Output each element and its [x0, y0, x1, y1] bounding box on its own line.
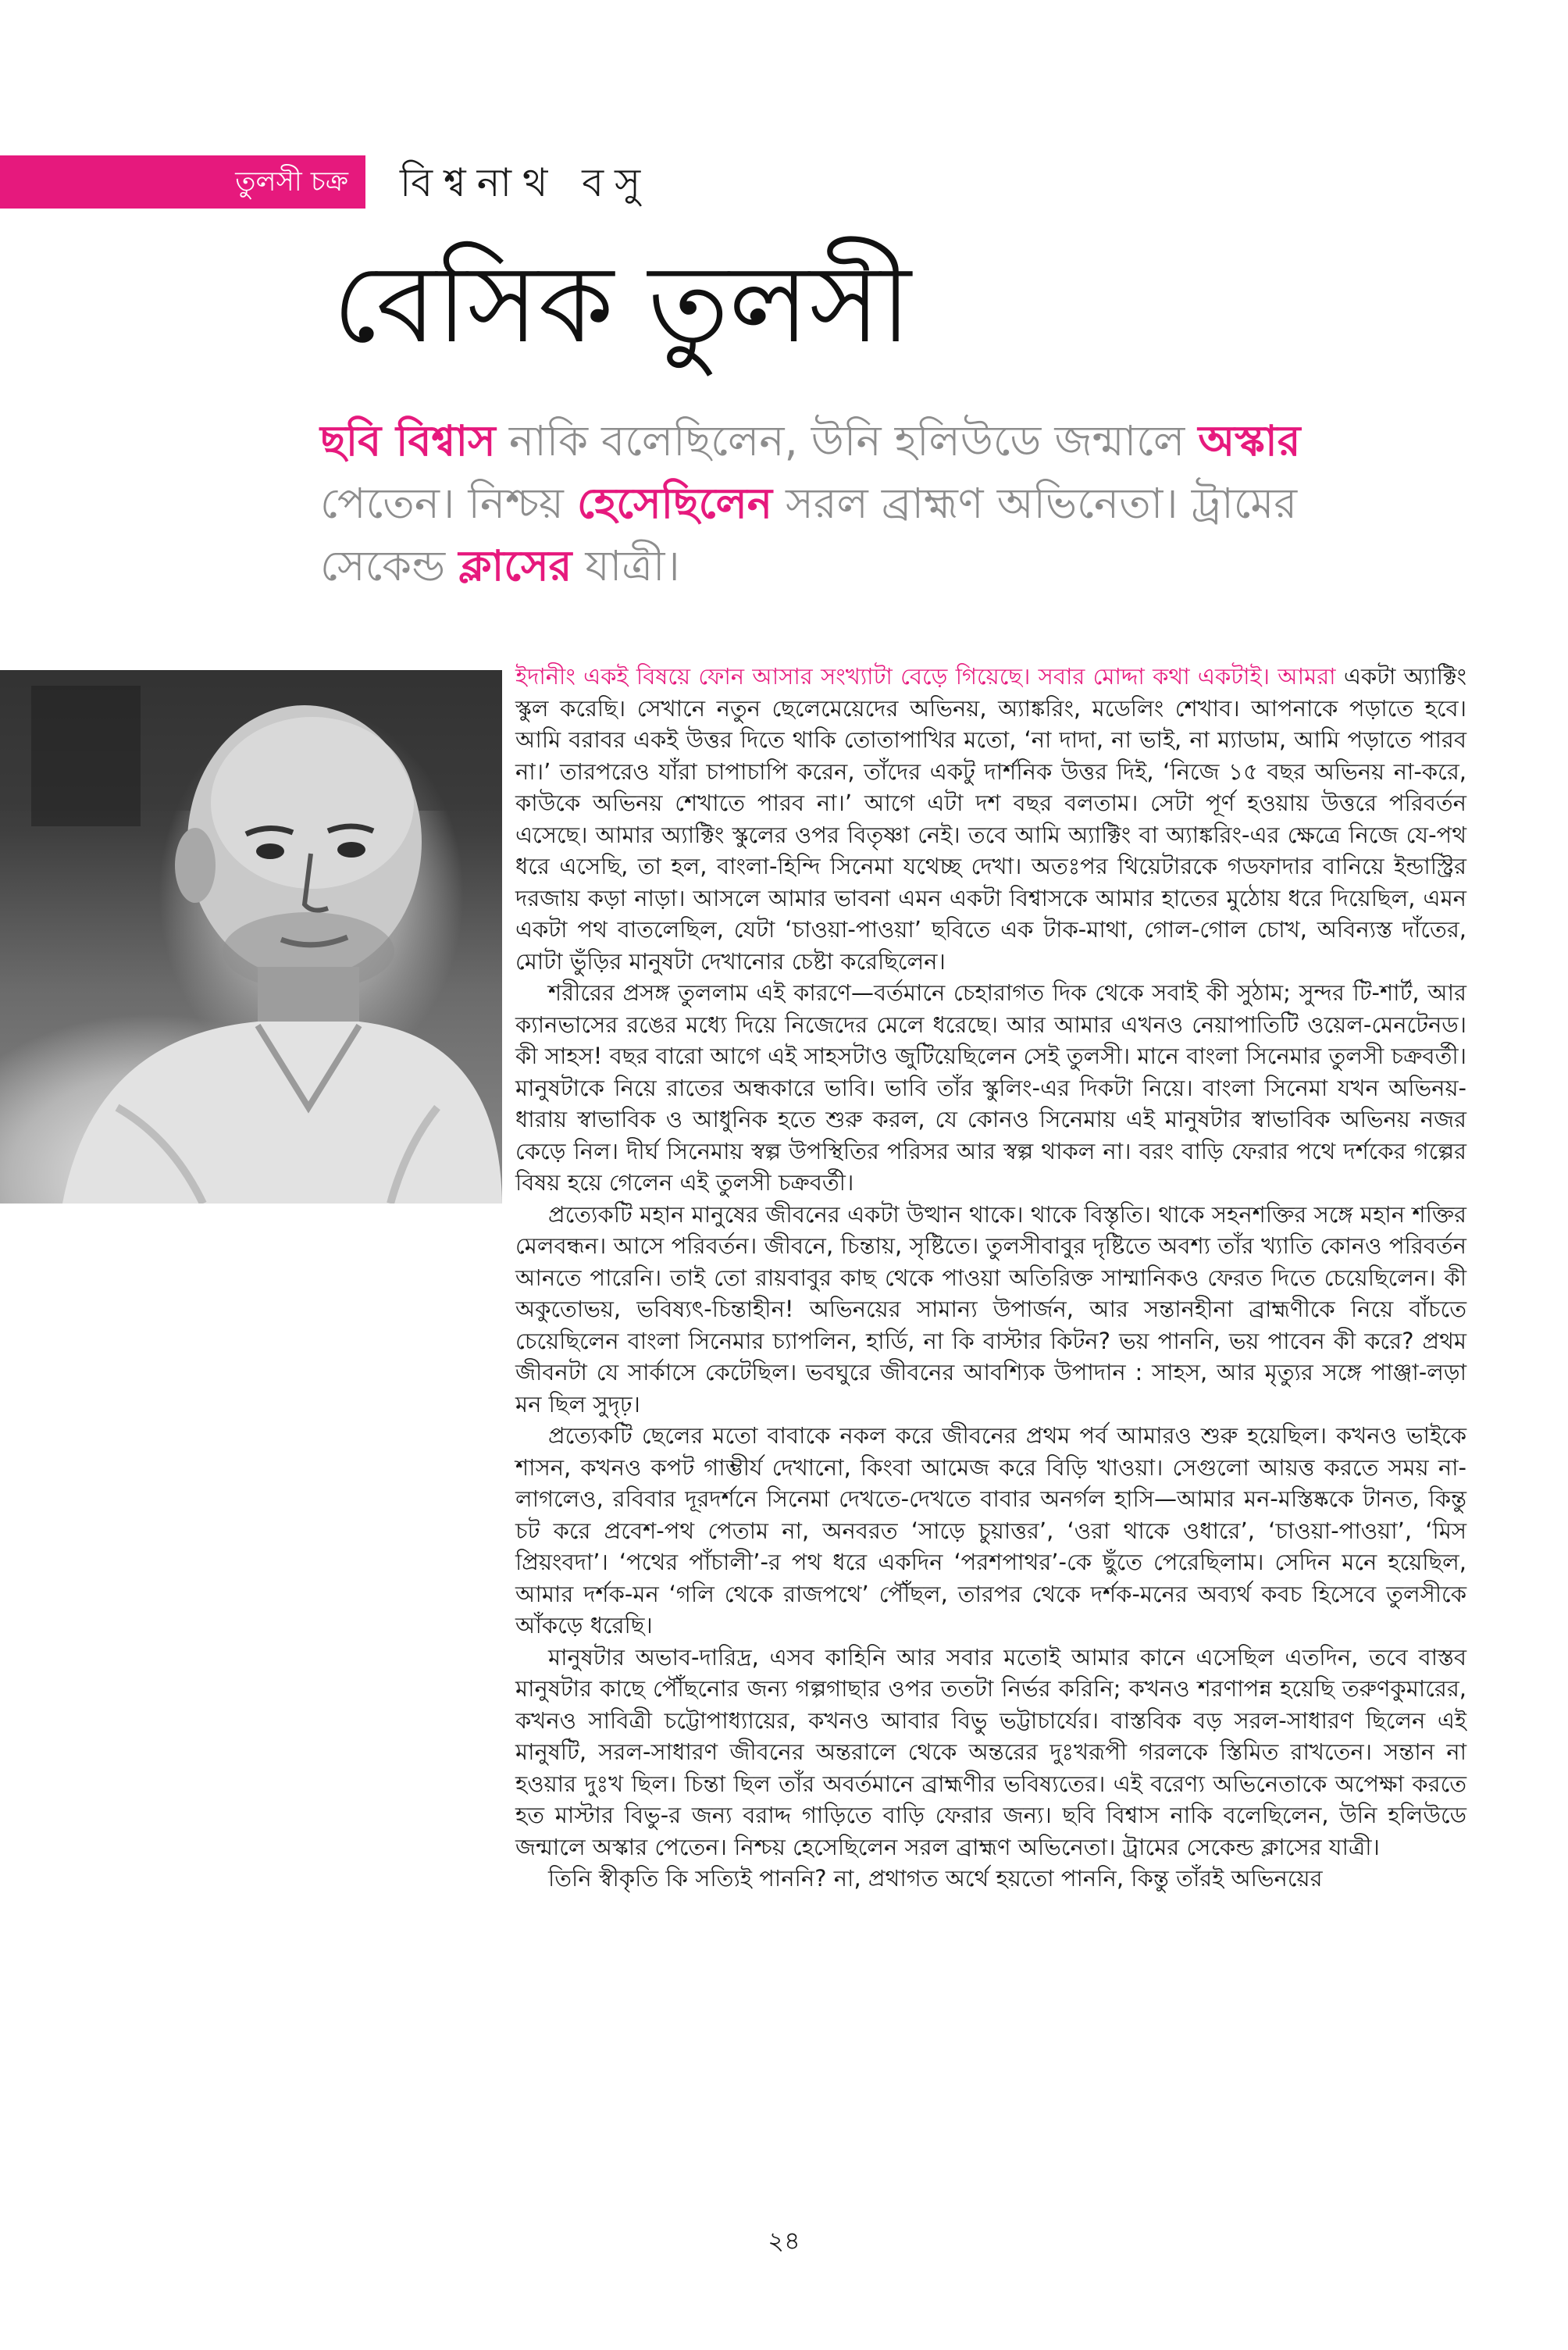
author-byline: বিশ্বনাথ বসু — [400, 160, 652, 205]
body-paragraph: প্রত্যেকটি ছেলের মতো বাবাকে নকল করে জীবনের প্রথম পর্ব আমারও শুরু হয়েছিল। কখনও ভাইকে শাসন, কখনও কপট গাম্ভীর্য দেখানো, কিংবা আমেজ করে বিড়ি খাওয়া। সেগুলো আয়ত্ত করতে সময় না-লাগলেও, রবিবার দূরদর্শনে সিনেমা দেখতে-দেখতে বাবার অনর্গল হাসি—আমার মন-মস্তিষ্ককে টানত, কিন্তু চট করে প্রবেশ-পথ পেতাম না, অনবরত ‘সাড়ে চুয়াত্তর’, ‘ওরা থাকে ওধারে’, ‘চাওয়া-পাওয়া’, ‘মিস প্রিয়ংবদা’। ‘পথের পাঁচালী’-র পথ ধরে একদিন ‘পরশপাথর’-কে ছুঁতে পেরেছিলাম। সেদিন মনে হয়েছিল, আমার দর্শক-মন ‘গলি থেকে রাজপথে’ পৌঁছল, তারপর থেকে দর্শক-মনের অব্যর্থ কবচ হিসেবে তুলসীকে আঁকড়ে ধরেছি। — [515, 1422, 1466, 1639]
paragraph-text: একটা অ্যাক্টিং স্কুল করেছি। সেখানে নতুন ছেলেমেয়েদের অভিনয়, অ্যাঙ্করিং, মডেলিং শেখাব। আপনাকে পড়াতে হবে। আমি বরাবর একই উত্তর দিতে থাকি তোতাপাখির মতো, ‘না দাদা, না ভাই, না ম্যাডাম, আমি পড়াতে পারব না।’ তারপরেও যাঁরা চাপাচাপি করেন, তাঁদের একটু দার্শনিক উত্তর দিই, ‘নিজে ১৫ বছর অভিনয় না-করে, কাউকে অভিনয় শেখাতে পারব না।’ আগে এটা দশ বছর বলতাম। সেটা পূর্ণ হওয়ায় উত্তরে পরিবর্তন এসেছে। আমার অ্যাক্টিং স্কুলের ওপর বিতৃষ্ণা নেই। তবে আমি অ্যাক্টিং বা অ্যাঙ্করিং-এর ক্ষেত্রে নিজে যে-পথ ধরে এসেছি, তা হল, বাংলা-হিন্দি সিনেমা যথেচ্ছ দেখা। অতঃপর থিয়েটারকে গডফাদার বানিয়ে ইন্ডাস্ট্রির দরজায় কড়া নাড়া। আসলে আমার ভাবনা এমন একটা বিশ্বাসকে আমার হাতের মুঠোয় ধরে দিয়েছিল, এমন একটা পথ বাতলেছিল, যেটা ‘চাওয়া-পাওয়া’ ছবিতে এক টাক-মাথা, গোল-গোল চোখ, অবিন্যস্ত দাঁতের, মোটা ভুঁড়ির মানুষটা দেখানোর চেষ্টা করেছিলেন। — [515, 663, 1466, 975]
deck-segment: যাত্রী। — [572, 541, 680, 590]
article-deck — [320, 410, 1429, 597]
article-title: বেসিক তুলসী — [333, 241, 911, 367]
portrait-photo — [0, 670, 502, 1204]
body-paragraph: প্রত্যেকটি মহান মানুষের জীবনের একটা উত্থান থাকে। থাকে বিস্তৃতি। থাকে সহনশক্তির সঙ্গে মহান শক্তির মেলবন্ধন। আসে পরিবর্তন। জীবনে, চিন্তায়, সৃষ্টিতে। তুলসীবাবুর দৃষ্টিতে অবশ্য তাঁর খ্যাতি কোনও পরিবর্তন আনতে পারেনি। তাই তো রায়বাবুর কাছ থেকে পাওয়া অতিরিক্ত সাম্মানিকও ফেরত দিতে চেয়েছিলেন। কী অকুতোভয়, ভবিষ্যৎ-চিন্তাহীন! অভিনয়ের সামান্য উপার্জন, আর সন্তানহীনা ব্রাহ্মণীকে নিয়ে বাঁচতে চেয়েছিলেন বাংলা সিনেমার চ্যাপলিন, হার্ডি, না কি বাস্টার কিটন? ভয় পাননি, ভয় পাবেন কী করে? প্রথম জীবনটা যে সার্কাসে কেটেছিল। ভবঘুরে জীবনের আবশ্যিক উপাদান : সাহস, আর মৃত্যুর সঙ্গে পাঞ্জা-লড়া মন ছিল সুদৃঢ়। — [515, 1200, 1466, 1417]
deck-segment: নাকি বলেছিলেন, উনি হলিউডে জন্মালে — [495, 416, 1199, 465]
deck-segment: পেতেন। নিশ্চয় — [320, 479, 577, 528]
body-paragraph — [515, 661, 1466, 977]
deck-segment: সরল ব্রাহ্মণ অভিনেতা। ট্রামের সেকেন্ড — [320, 479, 1298, 590]
section-tag: তুলসী চক্র — [0, 155, 365, 209]
lead-text: ইদানীং একই বিষয়ে ফোন আসার সংখ্যাটা বেড়ে গিয়েছে। সবার মোদ্দা কথা একটাই। আমরা — [515, 663, 1336, 690]
body-paragraph: মানুষটার অভাব-দারিদ্র, এসব কাহিনি আর সবার মতোই আমার কানে এসেছিল এতদিন, তবে বাস্তব মানুষটার কাছে পৌঁছনোর জন্য গল্পগাছার ওপর ততটা নির্ভর করিনি; কখনও শরণাপন্ন হয়েছি তরুণকুমারের, কখনও সাবিত্রী চট্টোপাধ্যায়ের, কখনও আবার বিভু ভট্টাচার্যের। বাস্তবিক বড় সরল-সাধারণ ছিলেন এই মানুষটি, সরল-সাধারণ জীবনের অন্তরালে থেকে অন্তরের দুঃখরূপী গরলকে স্তিমিত রাখতেন। সন্তান না হওয়ার দুঃখ ছিল। চিন্তা ছিল তাঁর অবর্তমানে ব্রাহ্মণীর ভবিষ্যতের। এই বরেণ্য অভিনেতাকে অপেক্ষা করতে হত মাস্টার বিভু-র জন্য বরাদ্দ গাড়িতে বাড়ি ফেরার জন্য। ছবি বিশ্বাস নাকি বলেছিলেন, উনি হলিউডে জন্মালে অস্কার পেতেন। নিশ্চয় হেসেছিলেন সরল ব্রাহ্মণ অভিনেতা। ট্রামের সেকেন্ড ক্লাসের যাত্রী। — [515, 1643, 1466, 1860]
portrait-illustration — [0, 670, 502, 1204]
deck-segment: হেসেছিলেন — [576, 479, 772, 528]
article-body — [515, 661, 1466, 1895]
body-paragraph: শরীরের প্রসঙ্গ তুললাম এই কারণে—বর্তমানে চেহারাগত দিক থেকে সবাই কী সুঠাম; সুন্দর টি-শার্ট, আর ক্যানভাসের রঙের মধ্যে দিয়ে নিজেদের মেলে ধরেছে। আর আমার এখনও নেয়াপাতিটি ওয়েল-মেনটেনড। কী সাহস! বছর বারো আগে এই সাহসটাও জুটিয়েছিলেন সেই তুলসী। মানে বাংলা সিনেমার তুলসী চক্রবর্তী। মানুষটাকে নিয়ে রাতের অন্ধকারে ভাবি। ভাবি তাঁর স্কুলিং-এর দিকটা নিয়ে। বাংলা সিনেমা যখন অভিনয়-ধারায় স্বাভাবিক ও আধুনিক হতে শুরু করল, যে কোনও সিনেমায় এই মানুষটার স্বাভাবিক অভিনয় নজর কেড়ে নিল। দীর্ঘ সিনেমায় স্বল্প উপস্থিতির পরিসর আর স্বল্প থাকল না। বরং বাড়ি ফেরার পথে দর্শকের গল্পের বিষয় হয়ে গেলেন এই তুলসী চক্রবর্তী। — [515, 979, 1466, 1196]
body-paragraph: তিনি স্বীকৃতি কি সত্যিই পাননি? না, প্রথাগত অর্থে হয়তো পাননি, কিন্তু তাঁরই অভিনয়ের — [548, 1865, 1323, 1892]
deck-segment: ছবি বিশ্বাস — [320, 416, 496, 465]
deck-segment: অস্কার — [1198, 416, 1301, 465]
deck-segment: ক্লাসের — [458, 541, 572, 590]
page-number: ২৪ — [768, 2226, 800, 2256]
